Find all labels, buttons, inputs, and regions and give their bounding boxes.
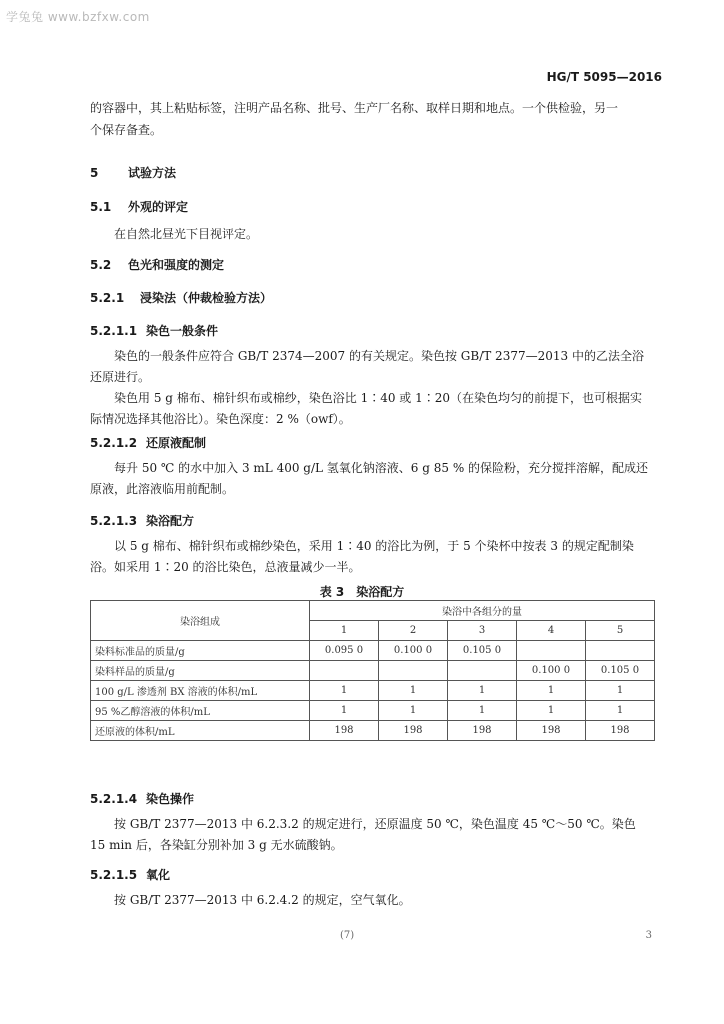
section-number: 5.2.1.1 (90, 324, 138, 338)
intro-line-2: 个保存备查。 (90, 123, 163, 137)
section-title: 色光和强度的测定 (128, 258, 225, 272)
section-heading (90, 198, 188, 215)
table-cell: 0.105 0 (448, 641, 517, 661)
table-cell: 0.100 0 (517, 661, 586, 681)
table-cell: 1 (310, 701, 379, 721)
table-cell: 1 (517, 701, 586, 721)
section-title: 氧化 (146, 868, 171, 882)
table-cell (586, 641, 655, 661)
table-col-header: 4 (517, 621, 586, 641)
intro-line-1: 的容器中，其上粘贴标签，注明产品名称、批号、生产厂名称、取样日期和地点。一个供检验，另一 (90, 101, 619, 115)
section-heading (90, 512, 194, 529)
section-title: 浸染法（仲裁检验方法） (140, 291, 273, 305)
table-row (91, 721, 655, 741)
table-row (91, 641, 655, 661)
section-heading (90, 790, 194, 807)
footer-mark: (7) (340, 930, 355, 941)
table-header-label: 染浴组成 (91, 601, 310, 641)
row-label: 还原液的体积/mL (91, 721, 310, 741)
table-cell: 1 (517, 681, 586, 701)
section-title: 染色操作 (146, 792, 195, 806)
table-cell: 198 (379, 721, 448, 741)
table-row (91, 661, 655, 681)
table-col-header: 3 (448, 621, 517, 641)
section-number: 5.1 (90, 200, 112, 214)
table-cell (448, 661, 517, 681)
row-label: 100 g/L 渗透剂 BX 溶液的体积/mL (91, 681, 310, 701)
paragraph: 每升 50 ℃ 的水中加入 3 mL 400 g/L 氢氧化钠溶液、6 g 85 % 的保险粉，充分搅拌溶解，配成还原液，此溶液临用前配制。 (90, 461, 649, 496)
table-cell: 0.105 0 (586, 661, 655, 681)
section-heading (90, 434, 206, 451)
paragraph: 以 5 g 棉布、棉针织布或棉纱染色，采用 1∶40 的浴比为例，于 5 个染杯中按表 3 的规定配制染浴。如采用 1∶20 的浴比染色，总液量减少一半。 (90, 539, 634, 574)
section-title: 外观的评定 (128, 200, 189, 214)
paragraph: 按 GB/T 2377—2013 中 6.2.3.2 的规定进行，还原温度 50 ℃，染色温度 45 ℃～50 ℃。染色 15 min 后，各染缸分别补加 3 g 无水硫酸钠。 (90, 817, 636, 852)
section-title: 染色一般条件 (146, 324, 219, 338)
section-number: 5.2.1.2 (90, 436, 138, 450)
table-col-header: 5 (586, 621, 655, 641)
table-cell: 1 (586, 681, 655, 701)
section-heading (90, 256, 224, 273)
paragraph: 染色用 5 g 棉布、棉针织布或棉纱，染色浴比 1∶40 或 1∶20（在染色均匀的前提下，也可根据实际情况选择其他浴比）。染色深度：2 %（owf）。 (90, 391, 643, 426)
section-heading (90, 164, 176, 181)
table-caption: 表 3 染浴配方 (319, 585, 405, 599)
table-row (91, 681, 655, 701)
table-cell: 1 (448, 701, 517, 721)
section-number: 5.2.1.5 (90, 868, 138, 882)
table-cell: 1 (310, 681, 379, 701)
section-number: 5.2.1 (90, 291, 125, 305)
table-cell (310, 661, 379, 681)
section-number: 5.2.1.3 (90, 514, 138, 528)
table-cell: 1 (379, 681, 448, 701)
table-cell: 198 (310, 721, 379, 741)
table-cell: 198 (586, 721, 655, 741)
table-cell (379, 661, 448, 681)
section-number: 5.2 (90, 258, 112, 272)
page-number: 3 (645, 930, 652, 941)
table-col-header: 1 (310, 621, 379, 641)
paragraph: 按 GB/T 2377—2013 中 6.2.4.2 的规定，空气氧化。 (114, 893, 411, 907)
section-number: 5.2.1.4 (90, 792, 138, 806)
row-label: 95 %乙醇溶液的体积/mL (91, 701, 310, 721)
dye-bath-table (90, 600, 655, 741)
row-label: 染料标准品的质量/g (91, 641, 310, 661)
table-header-group: 染浴中各组分的量 (310, 601, 655, 621)
table-cell: 198 (448, 721, 517, 741)
table-col-header: 2 (379, 621, 448, 641)
section-title: 还原液配制 (146, 436, 207, 450)
paragraph: 在自然北昼光下目视评定。 (114, 227, 259, 241)
table-cell: 0.100 0 (379, 641, 448, 661)
table-cell: 198 (517, 721, 586, 741)
table-cell (517, 641, 586, 661)
paragraph: 染色的一般条件应符合 GB/T 2374—2007 的有关规定。染色按 GB/T 2377—2013 中的乙法全浴还原进行。 (90, 349, 644, 384)
section-number: 5 (90, 166, 99, 180)
table-cell: 1 (379, 701, 448, 721)
watermark: 学兔兔 www.bzfxw.com (6, 10, 150, 24)
section-title: 染浴配方 (146, 514, 195, 528)
standard-number: HG/T 5095—2016 (546, 70, 662, 84)
section-heading (90, 866, 170, 883)
section-title: 试验方法 (128, 166, 177, 180)
table-cell: 1 (448, 681, 517, 701)
section-heading (90, 289, 272, 306)
table-row (91, 701, 655, 721)
table-cell: 1 (586, 701, 655, 721)
section-heading (90, 322, 218, 339)
row-label: 染料样品的质量/g (91, 661, 310, 681)
table-cell: 0.095 0 (310, 641, 379, 661)
